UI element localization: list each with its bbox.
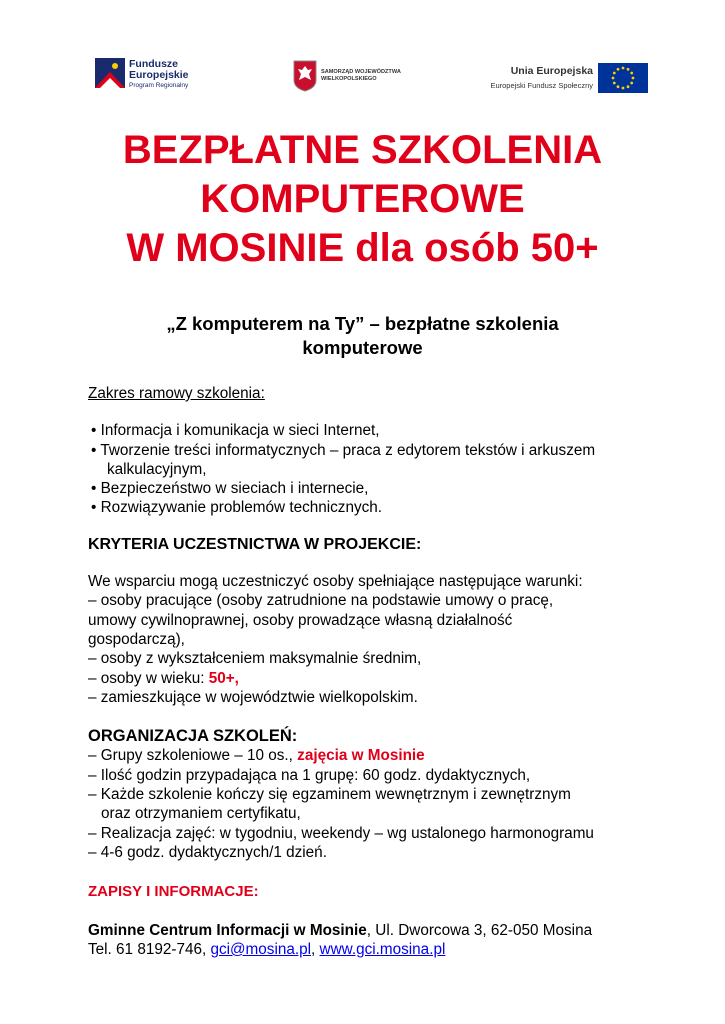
title-line-3: W MOSINIE dla osób 50+ <box>126 226 599 270</box>
scope-heading: Zakres ramowy szkolenia: <box>88 385 265 402</box>
title-line-2: KOMPUTEROWE <box>200 177 525 221</box>
contact-tel: Tel. 61 8192-746, <box>88 940 211 958</box>
list-item: • Tworzenie treści informatycznych – praca z edytorem tekstów i arkuszem <box>91 441 596 459</box>
contact-address-line <box>88 921 668 940</box>
criteria-line: – osoby z wykształceniem maksymalnie średnim, <box>88 650 422 668</box>
organization-heading: ORGANIZACJA SZKOLEŃ: <box>88 727 298 746</box>
website-link[interactable]: www.gci.mosina.pl <box>319 940 446 958</box>
fundusze-europejskie-logo <box>95 56 225 96</box>
list-item: • Rozwiązywanie problemów technicznych. <box>91 499 383 517</box>
subtitle-line-2: komputerowe <box>302 337 423 358</box>
subtitle-line-1: „Z komputerem na Ty” – bezpłatne szkolenia <box>166 313 559 334</box>
samorzad-logo <box>293 60 413 100</box>
eagle-shield-icon <box>293 60 317 92</box>
ue-line2: Europejski Fundusz Społeczny <box>490 81 593 90</box>
ue-line1: Unia Europejska <box>510 65 593 77</box>
criteria-age-prefix: – osoby w wieku: <box>88 669 209 687</box>
criteria-line: umowy cywilnoprawnej, osoby prowadzące własną działalność <box>88 611 513 629</box>
scope-list <box>88 421 668 517</box>
fe-line1: Fundusze <box>129 58 178 70</box>
criteria-section <box>88 572 668 707</box>
contact-address: , Ul. Dworcowa 3, 62-050 Mosina <box>366 921 593 939</box>
organization-line: – Ilość godzin przypadająca na 1 grupę: 60 godz. dydaktycznych, <box>88 766 531 784</box>
fe-flag-icon <box>95 58 125 88</box>
organization-line: – Realizacja zajęć: w tygodniu, weekendy – wg ustalonego harmonogramu <box>88 824 594 842</box>
organization-groups-line <box>88 746 668 765</box>
criteria-line: – zamieszkujące w województwie wielkopolskim. <box>88 688 418 706</box>
organization-line: oraz otrzymaniem certyfikatu, <box>101 805 301 823</box>
organization-section <box>88 746 668 862</box>
organization-groups-highlight: zajęcia w Mosinie <box>297 747 425 765</box>
organization-line: – 4-6 godz. dydaktycznych/1 dzień. <box>88 843 327 861</box>
criteria-line: gospodarczą), <box>88 630 185 648</box>
document-body <box>88 384 668 959</box>
subtitle <box>0 312 725 360</box>
title-line-1: BEZPŁATNE SZKOLENIA <box>122 128 603 172</box>
list-item: • Bezpieczeństwo w sieciach i internecie, <box>91 480 369 498</box>
unia-europejska-logo <box>478 63 648 95</box>
contact-separator: , <box>311 940 320 958</box>
criteria-line: – osoby pracujące (osoby zatrudnione na podstawie umowy o pracę, <box>88 592 554 610</box>
list-item: kalkulacyjnym, <box>107 460 207 478</box>
contact-org: Gminne Centrum Informacji w Mosinie <box>88 921 367 939</box>
sw-line2: WIELKOPOLSKIEGO <box>321 76 377 82</box>
criteria-age-value: 50+, <box>208 669 239 687</box>
eu-flag-icon <box>598 63 648 93</box>
contact-heading: ZAPISY I INFORMACJE: <box>88 883 259 901</box>
contact-section <box>88 921 668 960</box>
contact-tel-line <box>88 940 668 959</box>
organization-groups-prefix: – Grupy szkoleniowe – 10 os., <box>88 747 298 765</box>
organization-line: – Każde szkolenie kończy się egzaminem wewnętrznym i zewnętrznym <box>88 786 571 804</box>
fe-line3: Program Regionalny <box>129 82 189 89</box>
criteria-age-line <box>88 669 668 688</box>
criteria-heading: KRYTERIA UCZESTNICTWA W PROJEKCIE: <box>88 535 422 553</box>
email-link[interactable]: gci@mosina.pl <box>210 940 312 958</box>
fe-line2: Europejskie <box>129 69 189 81</box>
list-item: • Informacja i komunikacja w sieci Internet, <box>91 422 380 440</box>
logo-bar <box>0 0 725 110</box>
main-title <box>0 126 725 273</box>
criteria-intro: We wsparciu mogą uczestniczyć osoby spełniające następujące warunki: <box>88 573 583 591</box>
sw-line1: SAMORZĄD WOJEWÓDZTWA <box>321 69 401 75</box>
